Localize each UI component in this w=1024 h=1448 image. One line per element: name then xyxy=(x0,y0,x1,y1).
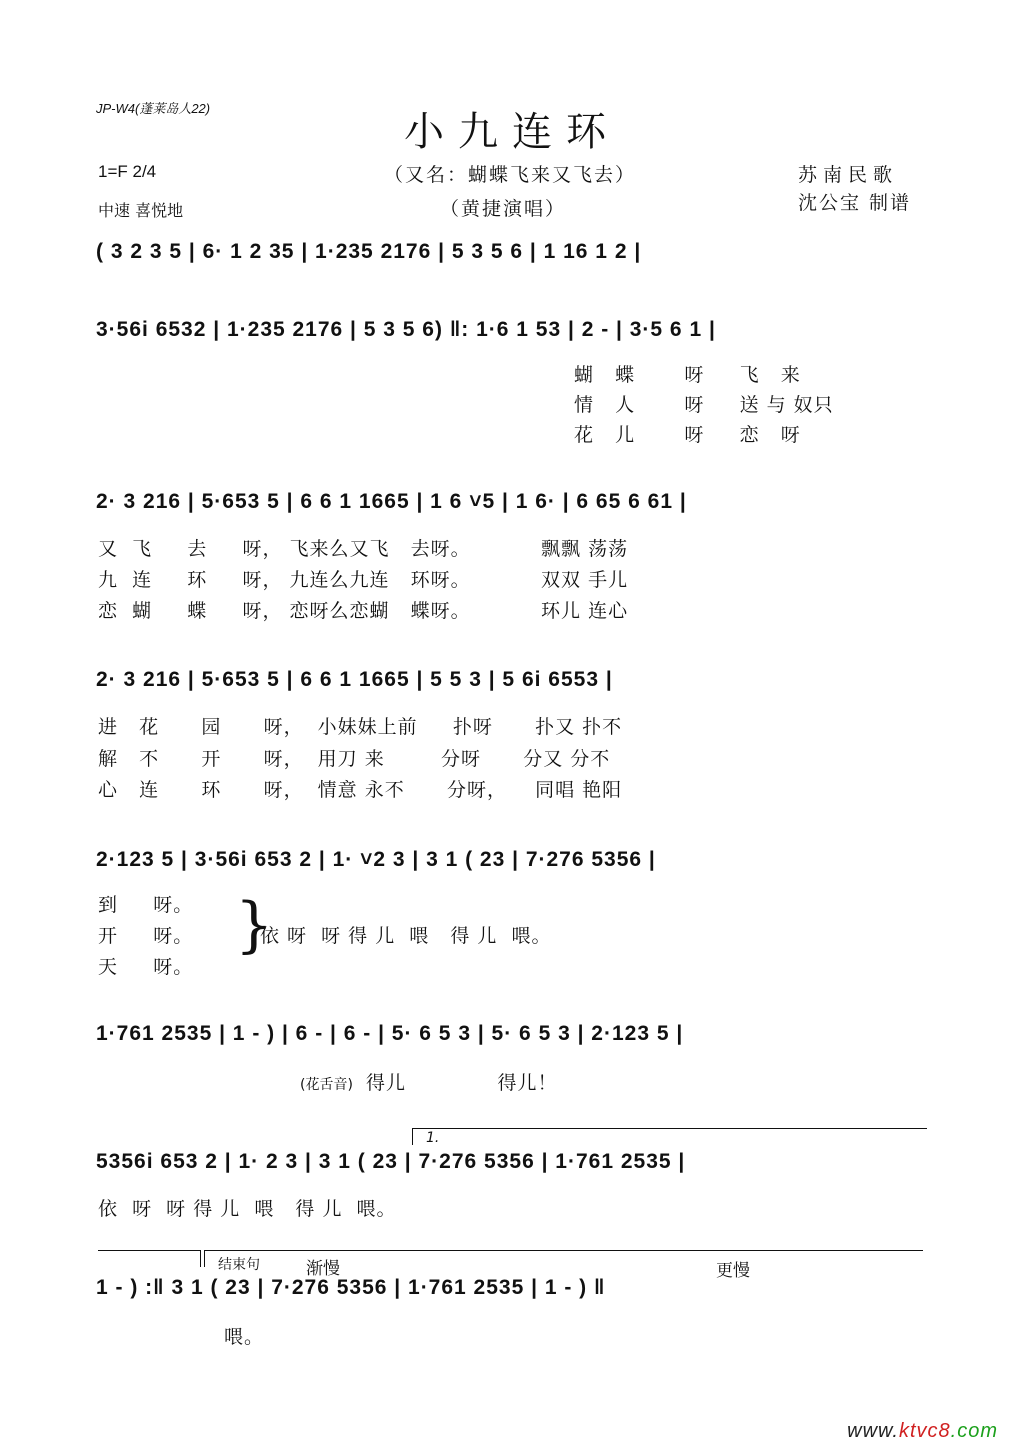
lyric-row2-verse2: 情 人 呀 送 与 奴只 xyxy=(574,394,834,416)
lyric-row5-verse1: 到 呀。 xyxy=(98,894,194,916)
score-row-2: 3·56i 6532 | 1·235 2176 | 5 3 5 6) ‖: 1·6 1 53 | 2 - | 3·5 6 1 | xyxy=(96,318,716,341)
lyric-row2-verse1: 蝴 蝶 呀 飞 来 xyxy=(574,364,801,386)
verse-brace: } xyxy=(235,890,274,960)
lyric-row7: 依 呀 呀 得 儿 喂 得 儿 喂。 xyxy=(98,1198,397,1220)
watermark-prefix: www. xyxy=(847,1420,899,1442)
more-ritardando-mark: 更慢 xyxy=(716,1261,750,1281)
alternate-name: （又名：蝴蝶飞来又飞去） xyxy=(384,164,637,186)
key-signature: 1=F 2/4 xyxy=(98,162,157,181)
score-row-6: 1·761 2535 | 1 - ) | 6 - | 6 - | 5· 6 5 3 | 5· 6 5 3 | 2·123 5 | xyxy=(96,1022,684,1045)
lyric-row5-refrain: 依 呀 呀 得 儿 喂 得 儿 喂。 xyxy=(260,925,552,947)
score-row-4: 2· 3 216 | 5·653 5 | 6 6 1 1665 | 5 5 3 | 5 6i 6553 | xyxy=(96,668,613,691)
lyric-row3-verse2: 九 连 环 呀， 九连么九连 环呀。 双双 手儿 xyxy=(98,569,629,591)
ritardando-mark: 渐慢 xyxy=(306,1259,340,1279)
flutter-tongue-note: (花舌音) xyxy=(300,1077,353,1093)
lyric-row5-verse2: 开 呀。 xyxy=(98,925,194,947)
lyric-row2-verse3: 花 儿 呀 恋 呀 xyxy=(574,424,801,446)
lyric-row4-verse3: 心 连 环 呀， 情意 永不 分呀， 同唱 艳阳 xyxy=(98,779,623,801)
lyric-row6: 得儿 得儿！ xyxy=(366,1072,558,1094)
first-ending-label: 1. xyxy=(426,1130,440,1146)
tempo-marking: 中速 喜悦地 xyxy=(98,201,184,220)
second-ending-label: 结束句 xyxy=(218,1257,260,1273)
site-watermark xyxy=(847,1420,998,1443)
score-row-5: 2·123 5 | 3·56i 653 2 | 1· ˅2 3 | 3 1 ( 23 | 7·276 5356 | xyxy=(96,848,656,871)
song-title: 小九连环 xyxy=(404,109,620,155)
lyric-row8: 喂。 xyxy=(224,1326,265,1348)
first-ending-bracket xyxy=(412,1128,927,1145)
lyric-row3-verse1: 又 飞 去 呀， 飞来么又飞 去呀。 飘飘 荡荡 xyxy=(98,538,629,560)
score-row-7: 5356i 653 2 | 1· 2 3 | 3 1 ( 23 | 7·276 5356 | 1·761 2535 | xyxy=(96,1150,686,1173)
performer: （黄捷演唱） xyxy=(440,198,567,220)
score-row-1: ( 3 2 3 5 | 6· 1 2 35 | 1·235 2176 | 5 3 5 6 | 1 16 1 2 | xyxy=(96,240,642,263)
lyric-row3-verse3: 恋 蝴 蝶 呀， 恋呀么恋蝴 蝶呀。 环儿 连心 xyxy=(98,600,629,622)
score-row-8: 1 - ) :‖ 3 1 ( 23 | 7·276 5356 | 1·761 2535 | 1 - ) ‖ xyxy=(96,1276,606,1299)
lyric-row4-verse1: 进 花 园 呀， 小妹妹上前 扑呀 扑又 扑不 xyxy=(98,716,623,738)
score-row-3: 2· 3 216 | 5·653 5 | 6 6 1 1665 | 1 6 ˅5 | 1 6· | 6 65 6 61 | xyxy=(96,490,687,513)
source-label: JP-W4(蓬莱岛人22) xyxy=(96,101,211,116)
watermark-suffix: .com xyxy=(950,1420,998,1442)
lyric-row5-verse3: 天 呀。 xyxy=(98,956,194,978)
arranger: 沈公宝 制谱 xyxy=(798,192,912,214)
repeat-ending-bracket xyxy=(98,1250,201,1267)
lyric-row4-verse2: 解 不 开 呀， 用刀 来 分呀 分又 分不 xyxy=(98,748,611,770)
watermark-domain: ktvc8 xyxy=(898,1420,951,1442)
song-origin: 苏南民歌 xyxy=(798,164,899,186)
